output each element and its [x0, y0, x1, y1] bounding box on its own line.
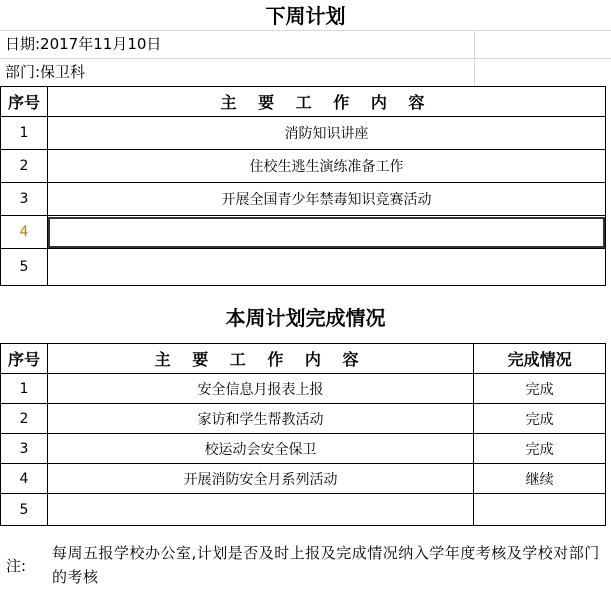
table-row: [1, 464, 606, 494]
this-week-table: [0, 343, 606, 526]
this-week-title[interactable]: 本周计划完成情况: [225, 306, 386, 330]
seq-cell[interactable]: 1: [1, 374, 48, 404]
note-label[interactable]: 注:: [6, 557, 27, 575]
content-cell[interactable]: [47, 249, 605, 286]
table-row: [1, 494, 606, 526]
content-cell[interactable]: [47, 494, 473, 526]
content-cell[interactable]: 安全信息月报表上报: [47, 374, 473, 404]
status-cell[interactable]: 继续: [474, 464, 606, 494]
next-week-table: [0, 86, 606, 286]
seq-cell[interactable]: 5: [1, 249, 48, 286]
content-cell[interactable]: 消防知识讲座: [47, 117, 605, 150]
department-label[interactable]: 部门:保卫科: [5, 63, 86, 81]
content-header[interactable]: 主 要 工 作 内 容: [47, 344, 473, 374]
status-cell[interactable]: 完成: [474, 434, 606, 464]
content-cell[interactable]: 校运动会安全保卫: [47, 434, 473, 464]
table-row: [1, 216, 606, 249]
next-week-title[interactable]: 下周计划: [265, 4, 346, 28]
seq-header[interactable]: 序号: [1, 344, 48, 374]
seq-cell[interactable]: 3: [1, 434, 48, 464]
table-row: [1, 249, 606, 286]
table-row: [1, 117, 606, 150]
content-cell[interactable]: 家访和学生帮教活动: [47, 404, 473, 434]
date-label[interactable]: 日期:2017年11月10日: [5, 35, 162, 53]
seq-cell[interactable]: 2: [1, 150, 48, 183]
table-row: [1, 404, 606, 434]
table-row: [1, 374, 606, 404]
status-cell[interactable]: 完成: [474, 404, 606, 434]
seq-cell[interactable]: 3: [1, 183, 48, 216]
seq-cell[interactable]: 5: [1, 494, 48, 526]
table-row: [1, 434, 606, 464]
seq-cell[interactable]: 4: [1, 464, 48, 494]
content-cell[interactable]: 开展全国青少年禁毒知识竞赛活动: [47, 183, 605, 216]
seq-cell[interactable]: 2: [1, 404, 48, 434]
status-cell[interactable]: [474, 494, 606, 526]
selected-content-cell[interactable]: [47, 216, 605, 249]
seq-cell[interactable]: 1: [1, 117, 48, 150]
note-text[interactable]: 每周五报学校办公室,计划是否及时上报及完成情况纳入学年度考核及学校对部门的考核: [52, 544, 600, 586]
seq-header[interactable]: 序号: [1, 87, 48, 117]
status-cell[interactable]: 完成: [474, 374, 606, 404]
table-row: [1, 183, 606, 216]
content-cell[interactable]: 住校生逃生演练准备工作: [47, 150, 605, 183]
table-row: [1, 150, 606, 183]
note-row: [0, 537, 611, 595]
status-header[interactable]: 完成情况: [474, 344, 606, 374]
content-cell[interactable]: 开展消防安全月系列活动: [47, 464, 473, 494]
content-header[interactable]: 主 要 工 作 内 容: [47, 87, 605, 117]
seq-cell[interactable]: 4: [1, 216, 48, 249]
